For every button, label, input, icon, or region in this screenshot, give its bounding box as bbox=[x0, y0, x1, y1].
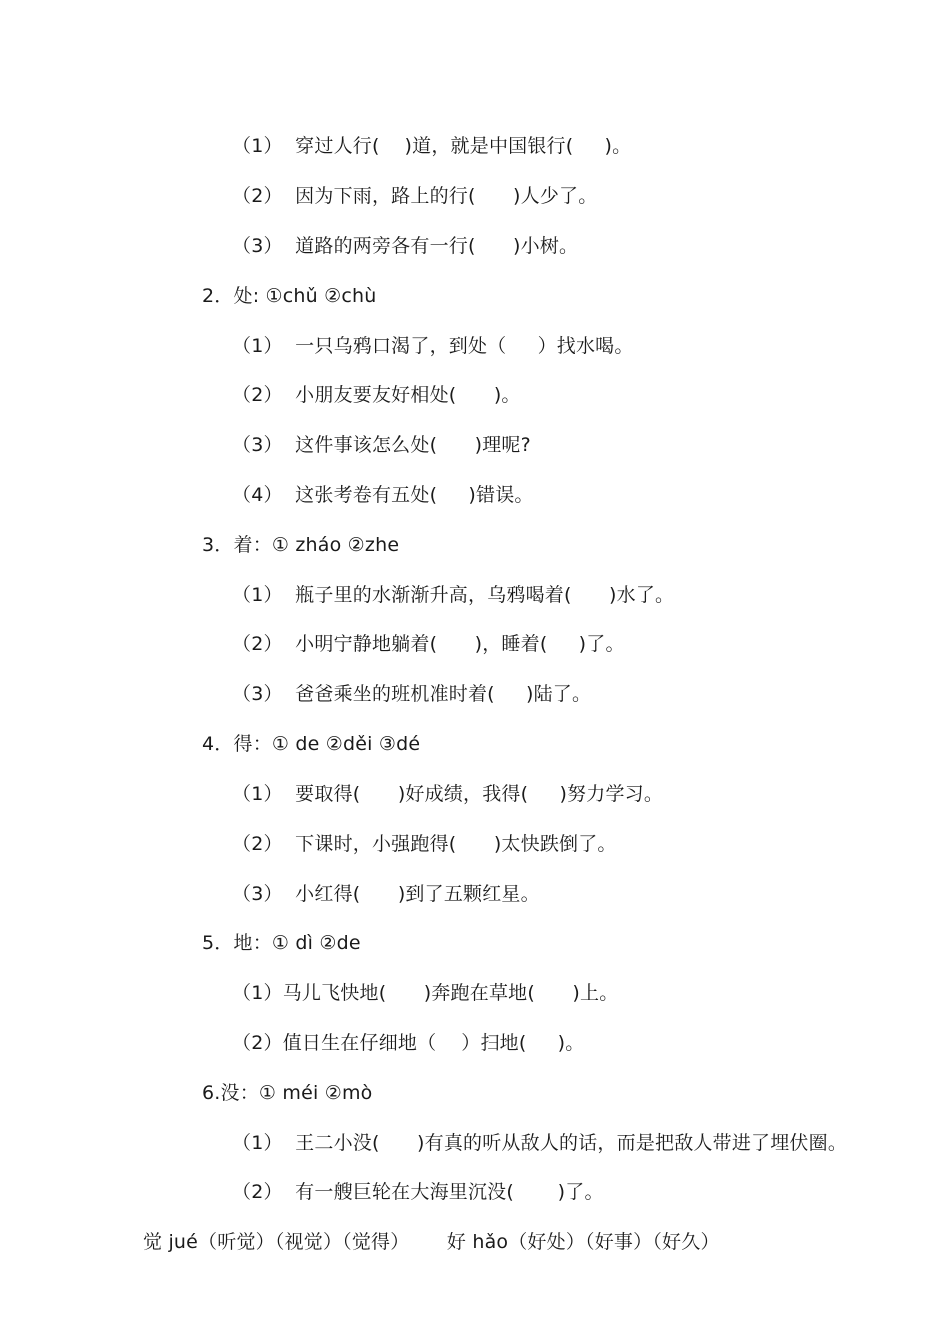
exercise-6-heading: 6.没：① méi ②mò bbox=[202, 1082, 373, 1104]
exercise-2-item-4: （4） 这张考卷有五处( )错误。 bbox=[232, 484, 534, 506]
exercise-5-heading: 5．地：① dì ②de bbox=[202, 932, 361, 954]
exercise-1-item-2: （2） 因为下雨，路上的行( )人少了。 bbox=[232, 185, 598, 207]
exercise-5-item-1: （1）马儿飞快地( )奔跑在草地( )上。 bbox=[232, 982, 619, 1004]
exercise-4-heading: 4．得：① de ②děi ③dé bbox=[202, 733, 421, 755]
exercise-6-item-2: （2） 有一艘巨轮在大海里沉没( )了。 bbox=[232, 1181, 604, 1203]
exercise-4-item-2: （2） 下课时，小强跑得( )太快跌倒了。 bbox=[232, 833, 617, 855]
exercise-3-item-1: （1） 瓶子里的水渐渐升高，乌鸦喝着( )水了。 bbox=[232, 584, 675, 606]
exercise-3-heading: 3．着：① zháo ②zhe bbox=[202, 534, 400, 556]
exercise-6-item-1: （1） 王二小没( )有真的听从敌人的话，而是把敌人带进了埋伏圈。 bbox=[232, 1132, 848, 1154]
exercise-2-item-1: （1） 一只乌鸦口渴了，到处（ ）找水喝。 bbox=[232, 335, 634, 357]
exercise-2-item-3: （3） 这件事该怎么处( )理呢? bbox=[232, 434, 531, 456]
exercise-1-item-1: （1） 穿过人行( )道，就是中国银行( )。 bbox=[232, 135, 632, 157]
exercise-4-item-3: （3） 小红得( )到了五颗红星。 bbox=[232, 883, 540, 905]
vocabulary-footer-line: 觉 jué（听觉）（视觉）（觉得） 好 hǎo（好处）（好事）（好久） bbox=[143, 1231, 720, 1253]
exercise-1-item-3: （3） 道路的两旁各有一行( )小树。 bbox=[232, 235, 579, 257]
exercise-3-item-3: （3） 爸爸乘坐的班机准时着( )陆了。 bbox=[232, 683, 592, 705]
exercise-3-item-2: （2） 小明宁静地躺着( )，睡着( )了。 bbox=[232, 633, 625, 655]
exercise-4-item-1: （1） 要取得( )好成绩，我得( )努力学习。 bbox=[232, 783, 664, 805]
exercise-5-item-2: （2）值日生在仔细地（ ）扫地( )。 bbox=[232, 1032, 585, 1054]
exercise-2-heading: 2．处: ①chǔ ②chù bbox=[202, 285, 377, 307]
exercise-2-item-2: （2） 小朋友要友好相处( )。 bbox=[232, 384, 521, 406]
